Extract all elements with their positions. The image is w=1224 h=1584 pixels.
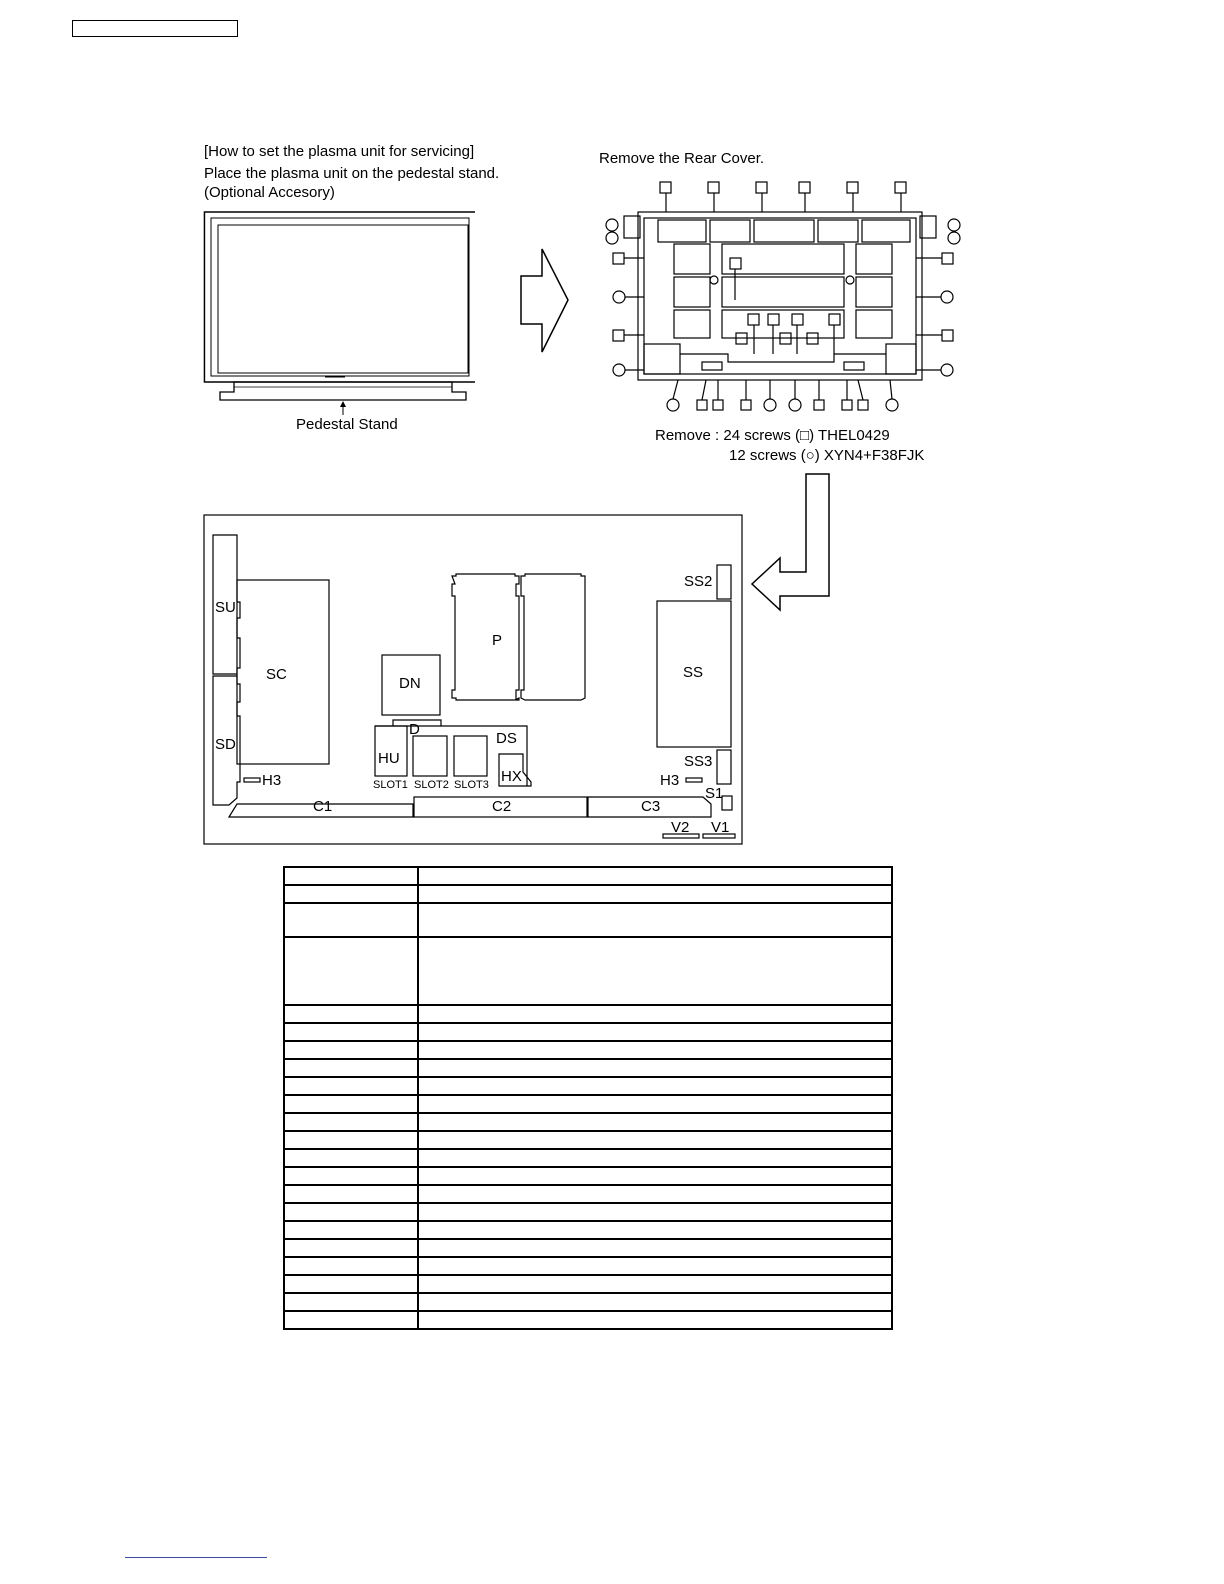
table-row — [284, 885, 892, 903]
board-label-c1: C1 — [313, 798, 333, 815]
board-label-su: SU — [215, 599, 236, 616]
arrow-down-left-icon — [748, 470, 834, 612]
board-label-c3: C3 — [641, 798, 661, 815]
board-label-sd: SD — [215, 736, 236, 753]
board-label-ds: DS — [496, 730, 517, 747]
header-model-box — [72, 20, 238, 37]
board-label-h3-right: H3 — [660, 772, 680, 789]
rear-cover-instruction: Remove the Rear Cover. — [599, 150, 765, 167]
pedestal-stand-label: Pedestal Stand — [296, 416, 398, 433]
servicing-heading: [How to set the plasma unit for servicing] — [204, 143, 475, 160]
table-row — [284, 1077, 892, 1095]
table-row — [284, 1149, 892, 1167]
slot1-label: SLOT1 — [373, 779, 408, 791]
instruction-line-2: (Optional Accesory) — [204, 184, 335, 201]
arrow-right-icon — [518, 246, 572, 356]
table-row — [284, 1005, 892, 1023]
table-row — [284, 1257, 892, 1275]
table-row — [284, 1023, 892, 1041]
table-row — [284, 1221, 892, 1239]
table-row — [284, 1275, 892, 1293]
board-label-p: P — [492, 632, 503, 649]
screw-removal-line-2: 12 screws (○) XYN4+F38FJK — [729, 447, 925, 464]
table-row — [284, 903, 892, 937]
board-label-v1: V1 — [711, 819, 730, 836]
board-function-table — [283, 866, 893, 1330]
slot2-label: SLOT2 — [414, 779, 449, 791]
rear-cover-diagram — [600, 176, 970, 416]
table-row — [284, 1203, 892, 1221]
board-label-h3-left: H3 — [262, 772, 282, 789]
table-row — [284, 1059, 892, 1077]
table-row — [284, 1131, 892, 1149]
table-row — [284, 1185, 892, 1203]
footer-link-line — [125, 1557, 267, 1558]
table-row — [284, 1239, 892, 1257]
board-label-dn: DN — [399, 675, 421, 692]
board-label-hu: HU — [378, 750, 400, 767]
board-label-sc: SC — [266, 666, 287, 683]
table-row — [284, 1293, 892, 1311]
instruction-line-1: Place the plasma unit on the pedestal stand. — [204, 165, 500, 182]
board-label-ss3: SS3 — [684, 753, 713, 770]
table-row — [284, 1167, 892, 1185]
board-label-d: D — [409, 721, 420, 738]
table-row — [284, 937, 892, 1005]
slot3-label: SLOT3 — [454, 779, 489, 791]
board-label-ss2: SS2 — [684, 573, 713, 590]
plasma-front-view — [200, 205, 475, 445]
board-label-v2: V2 — [671, 819, 690, 836]
table-row — [284, 1113, 892, 1131]
table-row — [284, 1311, 892, 1329]
board-label-s1: S1 — [705, 785, 724, 802]
table-row — [284, 1041, 892, 1059]
table-row — [284, 1095, 892, 1113]
table-row — [284, 867, 892, 885]
screw-removal-line-1: Remove : 24 screws (□) THEL0429 — [655, 427, 890, 444]
board-label-ss: SS — [683, 664, 704, 681]
board-label-hx: HX — [501, 768, 522, 785]
board-label-c2: C2 — [492, 798, 512, 815]
